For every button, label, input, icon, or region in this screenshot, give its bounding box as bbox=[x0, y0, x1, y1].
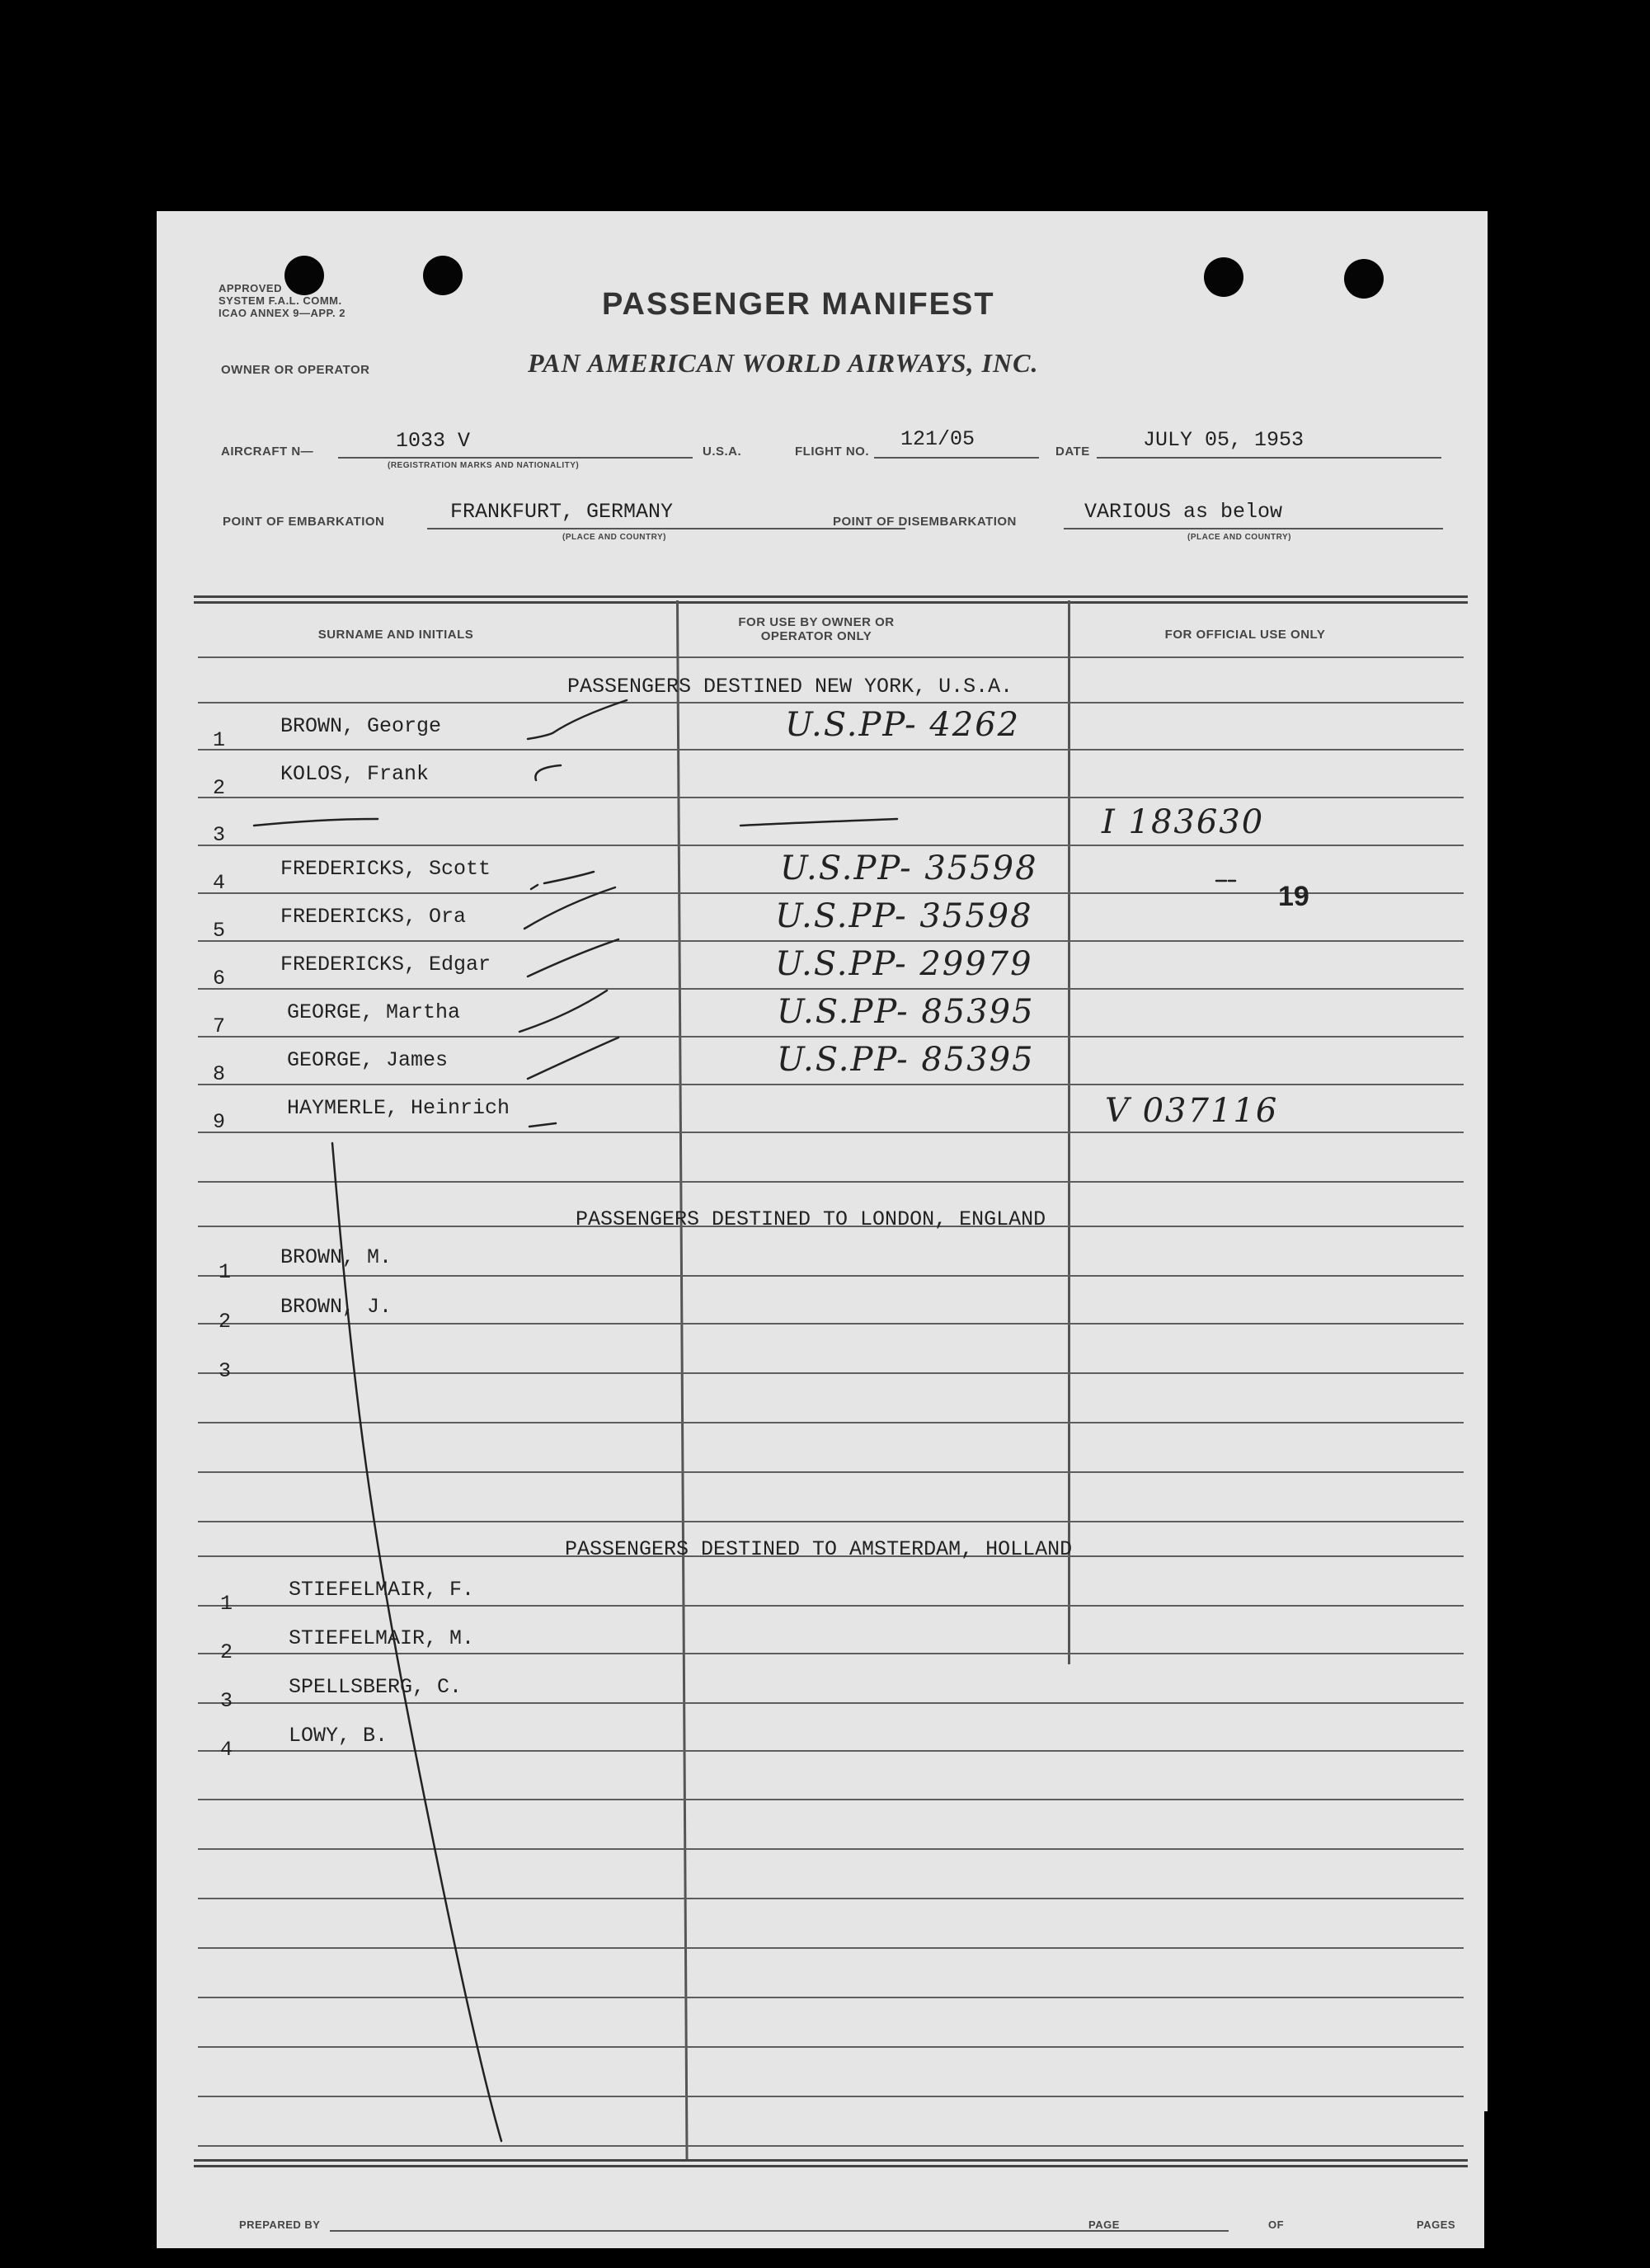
row-number: 3 bbox=[213, 823, 226, 847]
prepared-by-label: PREPARED BY bbox=[239, 2219, 321, 2231]
embarkation-label: POINT OF EMBARKATION bbox=[223, 515, 385, 529]
row-number: 4 bbox=[220, 1738, 233, 1762]
row-number: 5 bbox=[213, 919, 226, 943]
owner-value: PAN AMERICAN WORLD AIRWAYS, INC. bbox=[528, 348, 1039, 378]
aircraft-label: AIRCRAFT N— bbox=[221, 445, 314, 459]
passenger-name: STIEFELMAIR, F. bbox=[289, 1578, 475, 1602]
passenger-name: LOWY, B. bbox=[289, 1724, 388, 1748]
owner-use-entry: U.S.PP- 35598 bbox=[780, 849, 1038, 887]
approval-line: ICAO ANNEX 9—APP. 2 bbox=[219, 307, 346, 319]
section-heading: PASSENGERS DESTINED TO AMSTERDAM, HOLLAND bbox=[565, 1537, 1073, 1561]
official-use-entry: I 183630 bbox=[1102, 803, 1265, 841]
passenger-name: STIEFELMAIR, M. bbox=[289, 1626, 475, 1650]
row-number: 1 bbox=[219, 1260, 232, 1284]
torn-corner bbox=[1484, 2111, 1517, 2268]
row-number: 1 bbox=[213, 728, 226, 752]
pages-label: PAGES bbox=[1417, 2219, 1456, 2231]
row-number: 8 bbox=[213, 1062, 226, 1086]
passenger-name: BROWN, George bbox=[280, 714, 442, 738]
passenger-name: FREDERICKS, Scott bbox=[280, 857, 491, 881]
row-number: 3 bbox=[219, 1359, 232, 1383]
passenger-name: GEORGE, James bbox=[287, 1048, 449, 1072]
passenger-name: GEORGE, Martha bbox=[287, 1000, 461, 1024]
flight-value: 121/05 bbox=[900, 427, 975, 451]
approval-line: APPROVED bbox=[219, 282, 282, 294]
owner-use-entry: U.S.PP- 85395 bbox=[777, 993, 1035, 1031]
date-value: JULY 05, 1953 bbox=[1143, 428, 1304, 452]
owner-use-entry: U.S.PP- 29979 bbox=[775, 945, 1033, 983]
owner-use-entry: U.S.PP- 35598 bbox=[775, 897, 1033, 935]
aircraft-value: 1033 V bbox=[396, 429, 471, 453]
owner-use-entry: U.S.PP- 4262 bbox=[785, 706, 1021, 744]
disembarkation-label: POINT OF DISEMBARKATION bbox=[833, 515, 1017, 529]
flight-label: FLIGHT NO. bbox=[795, 445, 869, 459]
page-label: PAGE bbox=[1088, 2219, 1120, 2231]
row-number: 2 bbox=[220, 1640, 233, 1664]
row-number: 2 bbox=[219, 1310, 232, 1334]
manifest-sheet bbox=[157, 211, 1488, 2248]
owner-use-entry: U.S.PP- 85395 bbox=[777, 1041, 1035, 1079]
passenger-name: BROWN, J. bbox=[280, 1295, 393, 1319]
disembarkation-value: VARIOUS as below bbox=[1084, 500, 1283, 524]
date-label: DATE bbox=[1055, 445, 1090, 459]
row-number: 2 bbox=[213, 776, 226, 800]
passenger-name: FREDERICKS, Edgar bbox=[280, 953, 491, 976]
passenger-name: HAYMERLE, Heinrich bbox=[287, 1096, 510, 1120]
embarkation-value: FRANKFURT, GERMANY bbox=[450, 500, 674, 524]
row-number: 1 bbox=[220, 1592, 233, 1616]
country-label: U.S.A. bbox=[703, 445, 742, 459]
section-heading: PASSENGERS DESTINED NEW YORK, U.S.A. bbox=[567, 675, 1013, 699]
column-header-surname: SURNAME AND INITIALS bbox=[317, 628, 474, 642]
aircraft-sublabel: (REGISTRATION MARKS AND NATIONALITY) bbox=[388, 461, 580, 470]
row-number: 7 bbox=[213, 1014, 226, 1038]
pen-marks bbox=[157, 211, 1488, 2248]
row-number: 3 bbox=[220, 1689, 233, 1713]
of-label: OF bbox=[1268, 2219, 1285, 2231]
column-header-owner-use: FOR USE BY OWNER OR OPERATOR ONLY bbox=[738, 615, 895, 643]
official-use-entry: V 037116 bbox=[1105, 1092, 1279, 1130]
column-header-official-use: FOR OFFICIAL USE ONLY bbox=[1164, 628, 1326, 642]
table-bottom-rule bbox=[194, 2159, 1468, 2167]
passenger-name: KOLOS, Frank bbox=[280, 762, 430, 786]
row-number: 6 bbox=[213, 967, 226, 990]
official-use-entry: 19 bbox=[1278, 881, 1309, 912]
row-number: 9 bbox=[213, 1110, 226, 1134]
approval-line: SYSTEM F.A.L. COMM. bbox=[219, 294, 342, 307]
owner-label: OWNER OR OPERATOR bbox=[221, 363, 370, 377]
section-heading: PASSENGERS DESTINED TO LONDON, ENGLAND bbox=[576, 1207, 1046, 1231]
form-title: PASSENGER MANIFEST bbox=[602, 287, 995, 322]
embarkation-sublabel: (PLACE AND COUNTRY) bbox=[562, 533, 666, 542]
disembarkation-sublabel: (PLACE AND COUNTRY) bbox=[1187, 533, 1291, 542]
passenger-name: BROWN, M. bbox=[280, 1245, 393, 1269]
passenger-name: FREDERICKS, Ora bbox=[280, 905, 467, 929]
row-number: 4 bbox=[213, 871, 226, 895]
passenger-name: SPELLSBERG, C. bbox=[289, 1675, 463, 1699]
